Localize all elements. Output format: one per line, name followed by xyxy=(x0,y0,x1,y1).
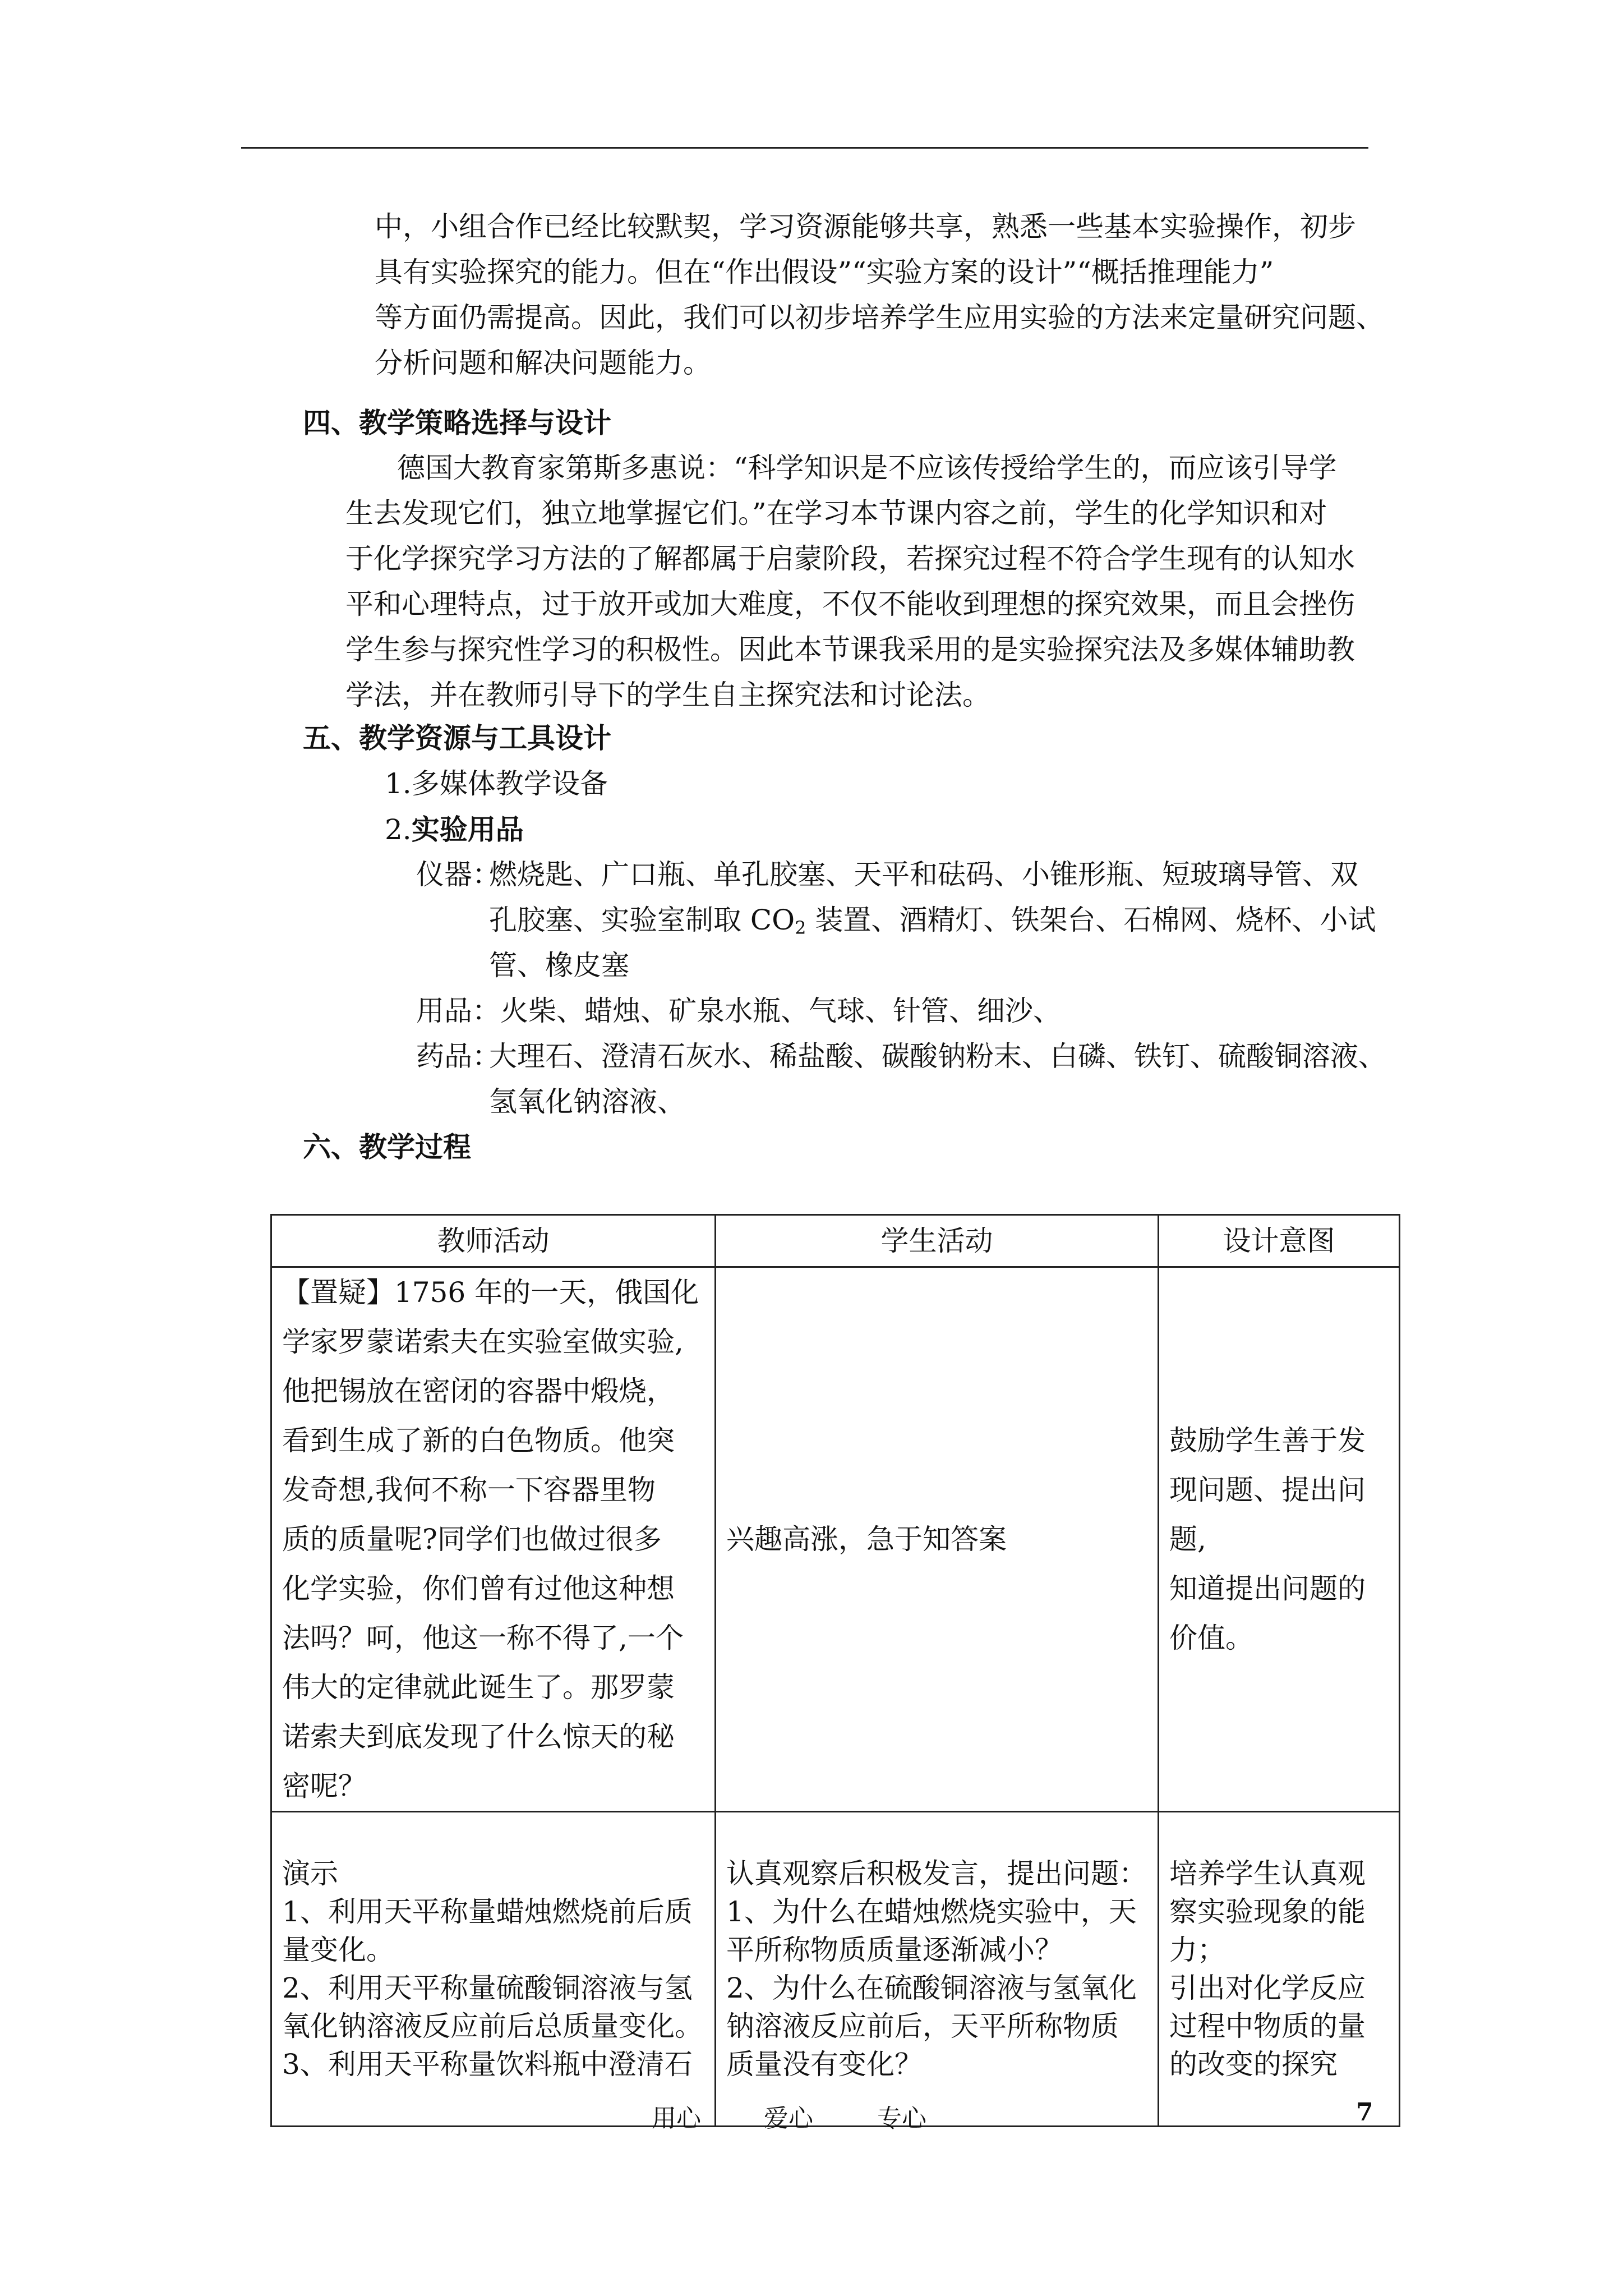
reagents-label: 药品： xyxy=(416,1040,500,1073)
teacher-activity-cell: 演示 1、利用天平称量蜡烛燃烧前后质 量变化。 2、利用天平称量硫酸铜溶液与氢 氧化钠溶液反应前后总质量变化。 3、利用天平称量饮料瓶中澄清石 xyxy=(271,1812,716,2127)
text-line: 孔胶塞、实验室制取 $CO_2$ 装置、酒精灯、铁架台、石棉网、烧杯、小试 xyxy=(489,904,1376,938)
footer-motto-2: 爱心 xyxy=(764,2104,813,2133)
section4-first-line xyxy=(397,445,1337,491)
resource-item-1: 1.多媒体教学设备 xyxy=(385,767,608,800)
section-heading-6: 六、教学过程 xyxy=(303,1130,471,1163)
supplies-line: 用品：火柴、蜡烛、矿泉水瓶、气球、针管、细沙、 xyxy=(416,995,1061,1027)
header-teacher-activity: 教师活动 xyxy=(271,1215,716,1267)
reagents-list xyxy=(489,1034,1386,1125)
student-activity-cell: 认真观察后积极发言，提出问题： 1、为什么在蜡烛燃烧实验中，天 平所称物质质量逐渐减小？ 2、为什么在硫酸铜溶液与氢氧化 钠溶液反应前后，天平所称物质 质量没有变化？ xyxy=(716,1812,1159,2127)
text-line: 生去发现它们，独立地掌握它们。”在学习本节课内容之前，学生的化学知识和对 xyxy=(345,497,1327,530)
table-header-row xyxy=(271,1215,1400,1267)
text-line: 具有实验探究的能力。但在“作出假设”“实验方案的设计”“概括推理能力” xyxy=(375,256,1274,288)
item-number: 2. xyxy=(385,813,412,846)
text-line: 中，小组合作已经比较默契，学习资源能够共享，熟悉一些基本实验操作，初步 xyxy=(375,210,1356,243)
resource-item-2 xyxy=(385,807,524,853)
text-line: 氢氧化钠溶液、 xyxy=(489,1085,685,1118)
intro-paragraph xyxy=(375,204,1384,386)
table-row xyxy=(271,1812,1400,2127)
text-line: 分析问题和解决问题能力。 xyxy=(375,347,711,379)
text-line: 平和心理特点，过于放开或加大难度，不仅不能收到理想的探究效果，而且会挫伤 xyxy=(345,588,1355,620)
footer-motto-1: 用心 xyxy=(652,2104,701,2133)
text-line: 于化学探究学习方法的了解都属于启蒙阶段，若探究过程不符合学生现有的认知水 xyxy=(345,542,1355,575)
item-label: 实验用品 xyxy=(411,813,524,846)
header-rule xyxy=(241,147,1368,149)
instruments-label: 仪器： xyxy=(416,858,500,891)
text-line: 学法，并在教师引导下的学生自主探究法和讨论法。 xyxy=(345,679,990,711)
text-line: 等方面仍需提高。因此，我们可以初步培养学生应用实验的方法来定量研究问题、 xyxy=(375,301,1384,334)
design-intent-cell: 培养学生认真观 察实验现象的能 力； 引出对化学反应 过程中物质的量 的改变的探究 xyxy=(1159,1812,1400,2127)
page-number: 7 xyxy=(1356,2098,1373,2127)
header-student-activity: 学生活动 xyxy=(716,1215,1159,1267)
teacher-activity-cell: 【置疑】1756 年的一天，俄国化 学家罗蒙诺索夫在实验室做实验, 他把锡放在密闭的容器中煅烧， 看到生成了新的白色物质。他突 发奇想,我何不称一下容器里物 质的质量呢?同学们也做过很多 化学实验，你们曾有过他这种想 法吗？呵，他这一称不得了,一个 伟大的定律就此诞生了。那罗蒙 诺索夫到底发现了什么惊天的秘 密呢？ xyxy=(271,1267,716,1812)
text-line: 大理石、澄清石灰水、稀盐酸、碳酸钠粉末、白磷、铁钉、硫酸铜溶液、 xyxy=(489,1040,1386,1073)
student-activity-cell: 兴趣高涨，急于知答案 xyxy=(716,1267,1159,1812)
section-heading-4: 四、教学策略选择与设计 xyxy=(303,406,611,439)
text-line: 学生参与探究性学习的积极性。因此本节课我采用的是实验探究法及多媒体辅助教 xyxy=(345,633,1355,666)
text-line: 燃烧匙、广口瓶、单孔胶塞、天平和砝码、小锥形瓶、短玻璃导管、双 xyxy=(489,858,1358,891)
footer-motto-3: 专心 xyxy=(877,2104,926,2133)
section-heading-5: 五、教学资源与工具设计 xyxy=(303,721,611,754)
design-intent-cell: 鼓励学生善于发 现问题、提出问题, 知道提出问题的 价值。 xyxy=(1159,1267,1400,1812)
text-line: 德国大教育家第斯多惠说：“科学知识是不应该传授给学生的，而应该引导学 xyxy=(397,452,1337,484)
teaching-process-table xyxy=(270,1214,1400,2127)
instruments-list xyxy=(489,852,1376,988)
table-row xyxy=(271,1267,1400,1812)
section4-paragraph xyxy=(345,491,1355,718)
text-line: 管、橡皮塞 xyxy=(489,949,629,982)
header-design-intent: 设计意图 xyxy=(1159,1215,1400,1267)
